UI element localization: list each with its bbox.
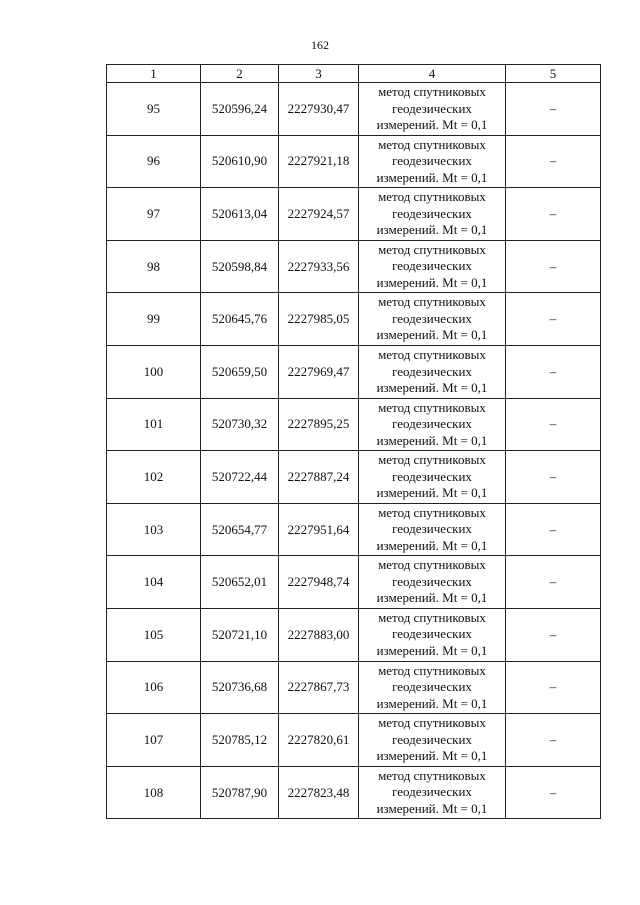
column-header-1: 1 <box>107 65 201 83</box>
method-description <box>359 345 506 398</box>
method-description <box>359 503 506 556</box>
method-line: измерений. Mt = 0,1 <box>376 695 488 711</box>
coordinate-y: 2227823,48 <box>279 766 359 819</box>
note-dash: – <box>506 608 601 661</box>
coordinate-y: 2227867,73 <box>279 661 359 714</box>
coordinate-x: 520598,84 <box>201 240 279 293</box>
note-dash: – <box>506 451 601 504</box>
coordinate-x: 520722,44 <box>201 451 279 504</box>
method-description <box>359 240 506 293</box>
point-number: 95 <box>107 83 201 136</box>
method-line: метод спутниковых <box>378 767 486 783</box>
method-line: измерений. Mt = 0,1 <box>376 274 488 290</box>
coordinate-x: 520645,76 <box>201 293 279 346</box>
note-dash: – <box>506 714 601 767</box>
method-description <box>359 293 506 346</box>
point-number: 105 <box>107 608 201 661</box>
coordinate-x: 520785,12 <box>201 714 279 767</box>
method-line: метод спутниковых <box>378 241 486 257</box>
method-description <box>359 188 506 241</box>
method-line: измерений. Mt = 0,1 <box>376 380 488 396</box>
coordinate-x: 520730,32 <box>201 398 279 451</box>
method-description <box>359 661 506 714</box>
method-description <box>359 556 506 609</box>
coordinate-y: 2227948,74 <box>279 556 359 609</box>
coordinate-y: 2227921,18 <box>279 135 359 188</box>
method-line: метод спутниковых <box>378 347 486 363</box>
method-description <box>359 398 506 451</box>
method-line: геодезических <box>392 521 472 537</box>
point-number: 98 <box>107 240 201 293</box>
method-line: геодезических <box>392 258 472 274</box>
method-line: метод спутниковых <box>378 452 486 468</box>
coordinate-y: 2227930,47 <box>279 83 359 136</box>
note-dash: – <box>506 345 601 398</box>
method-line: измерений. Mt = 0,1 <box>376 485 488 501</box>
coordinate-y: 2227883,00 <box>279 608 359 661</box>
coordinate-x: 520652,01 <box>201 556 279 609</box>
coordinate-x: 520721,10 <box>201 608 279 661</box>
point-number: 106 <box>107 661 201 714</box>
method-line: геодезических <box>392 626 472 642</box>
table-row <box>107 345 601 398</box>
method-line: измерений. Mt = 0,1 <box>376 642 488 658</box>
method-line: геодезических <box>392 153 472 169</box>
method-description <box>359 135 506 188</box>
column-header-4: 4 <box>359 65 506 83</box>
method-line: измерений. Mt = 0,1 <box>376 748 488 764</box>
note-dash: – <box>506 240 601 293</box>
point-number: 100 <box>107 345 201 398</box>
column-header-2: 2 <box>201 65 279 83</box>
table-row <box>107 661 601 714</box>
note-dash: – <box>506 766 601 819</box>
method-description <box>359 714 506 767</box>
table-row <box>107 451 601 504</box>
point-number: 99 <box>107 293 201 346</box>
note-dash: – <box>506 188 601 241</box>
point-number: 101 <box>107 398 201 451</box>
table-row <box>107 240 601 293</box>
method-line: геодезических <box>392 416 472 432</box>
method-line: геодезических <box>392 205 472 221</box>
method-line: геодезических <box>392 679 472 695</box>
method-line: измерений. Mt = 0,1 <box>376 169 488 185</box>
method-description <box>359 83 506 136</box>
table-row <box>107 556 601 609</box>
note-dash: – <box>506 661 601 714</box>
coordinate-x: 520596,24 <box>201 83 279 136</box>
method-line: геодезических <box>392 468 472 484</box>
coordinates-table <box>106 64 601 819</box>
method-line: измерений. Mt = 0,1 <box>376 327 488 343</box>
table-row <box>107 135 601 188</box>
coordinate-x: 520787,90 <box>201 766 279 819</box>
table-row <box>107 83 601 136</box>
table-body <box>107 83 601 819</box>
point-number: 96 <box>107 135 201 188</box>
column-header-5: 5 <box>506 65 601 83</box>
method-line: геодезических <box>392 784 472 800</box>
coordinate-y: 2227820,61 <box>279 714 359 767</box>
method-line: измерений. Mt = 0,1 <box>376 590 488 606</box>
method-line: метод спутниковых <box>378 557 486 573</box>
method-line: метод спутниковых <box>378 504 486 520</box>
coordinate-y: 2227951,64 <box>279 503 359 556</box>
method-line: геодезических <box>392 310 472 326</box>
point-number: 97 <box>107 188 201 241</box>
column-header-3: 3 <box>279 65 359 83</box>
method-line: измерений. Mt = 0,1 <box>376 117 488 133</box>
coordinate-x: 520654,77 <box>201 503 279 556</box>
method-line: измерений. Mt = 0,1 <box>376 800 488 816</box>
coordinate-x: 520736,68 <box>201 661 279 714</box>
method-line: геодезических <box>392 731 472 747</box>
coordinate-y: 2227969,47 <box>279 345 359 398</box>
method-description <box>359 766 506 819</box>
method-line: геодезических <box>392 573 472 589</box>
method-line: метод спутниковых <box>378 609 486 625</box>
table-row <box>107 714 601 767</box>
method-line: измерений. Mt = 0,1 <box>376 537 488 553</box>
coordinate-y: 2227933,56 <box>279 240 359 293</box>
method-description <box>359 451 506 504</box>
note-dash: – <box>506 83 601 136</box>
table-row <box>107 503 601 556</box>
table-row <box>107 766 601 819</box>
method-line: метод спутниковых <box>378 294 486 310</box>
method-description <box>359 608 506 661</box>
point-number: 103 <box>107 503 201 556</box>
method-line: метод спутниковых <box>378 399 486 415</box>
method-line: метод спутниковых <box>378 715 486 731</box>
coordinate-x: 520610,90 <box>201 135 279 188</box>
coordinate-y: 2227887,24 <box>279 451 359 504</box>
table-row <box>107 293 601 346</box>
method-line: измерений. Mt = 0,1 <box>376 432 488 448</box>
point-number: 108 <box>107 766 201 819</box>
method-line: измерений. Mt = 0,1 <box>376 222 488 238</box>
coordinate-x: 520659,50 <box>201 345 279 398</box>
table-row <box>107 398 601 451</box>
table-row <box>107 608 601 661</box>
method-line: метод спутниковых <box>378 136 486 152</box>
coordinate-y: 2227924,57 <box>279 188 359 241</box>
method-line: геодезических <box>392 100 472 116</box>
point-number: 104 <box>107 556 201 609</box>
note-dash: – <box>506 398 601 451</box>
coordinate-y: 2227985,05 <box>279 293 359 346</box>
note-dash: – <box>506 556 601 609</box>
method-line: метод спутниковых <box>378 84 486 100</box>
method-line: метод спутниковых <box>378 189 486 205</box>
point-number: 107 <box>107 714 201 767</box>
note-dash: – <box>506 503 601 556</box>
page-number: 162 <box>311 38 329 52</box>
table-header-row <box>107 65 601 83</box>
method-line: геодезических <box>392 363 472 379</box>
table-row <box>107 188 601 241</box>
note-dash: – <box>506 293 601 346</box>
note-dash: – <box>506 135 601 188</box>
point-number: 102 <box>107 451 201 504</box>
coordinate-y: 2227895,25 <box>279 398 359 451</box>
method-line: метод спутниковых <box>378 662 486 678</box>
coordinate-x: 520613,04 <box>201 188 279 241</box>
